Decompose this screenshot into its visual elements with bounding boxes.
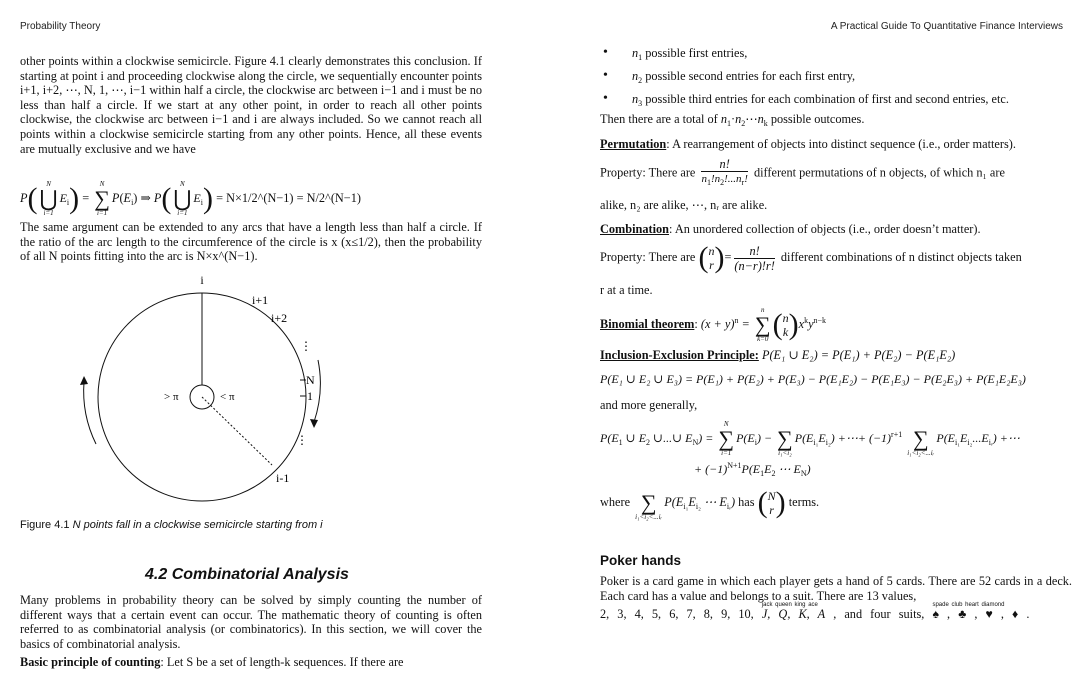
poker-body: [600, 574, 1072, 622]
right-page: [540, 0, 1080, 684]
permutation-prop-end: different permutations of n objects, of which n₁ are: [753, 165, 1005, 180]
label-i-plus-1: i+1: [252, 293, 269, 307]
label-one: 1: [307, 389, 313, 403]
label-i: i: [200, 273, 204, 287]
arrow-head-left: [80, 376, 88, 385]
combination-def: : An unordered collection of objects (i.e., order doesn’t matter).: [669, 222, 981, 236]
incl-excl-two: [600, 348, 955, 363]
incl-excl-three: P(E₁ ∪ E₂ ∪ E₃) = P(E₁) + P(E₂) + P(E₃) − P(E₁E₂) − P(E₁E₃) − P(E₂E₃) + P(E₁E₂E₃): [600, 372, 1026, 386]
permutation-prop-start: Property: There are: [600, 165, 696, 180]
poker-values-line: [600, 602, 1072, 622]
binomial-term: Binomial theorem: [600, 316, 695, 331]
where-clause: where ∑ i₁<i₂<...iᵣ $P(E_{i_1}E_{i_2}$ ⋯ $E_{iᵣ}$) has (N r) terms.: [600, 486, 820, 521]
paragraph-combinatorial-intro: Many problems in probability theory can be solved by simply counting the number of different ways that a certain event can occur. The mathematic theory of counting is often referred to as combinatorial analysis (or combinatorics). In this section, we will cover the basics of combinatorial analysis.: [20, 593, 482, 651]
basic-principle-text: : Let S be a set of length-k sequences. If there are: [160, 655, 404, 670]
face-labels: jack queen king ace: [761, 602, 818, 609]
combination-property-line2: r at a time.: [600, 283, 653, 297]
total-start: Then there are a total of: [600, 112, 718, 126]
paragraph-basic-principle: [20, 655, 482, 670]
total-end: possible outcomes.: [770, 112, 865, 126]
permutation-property: Property: There are $\frac{n!}{n_1!n_2!...n_r!}$ different permutations of n objects, of which n₁ are: [600, 157, 1005, 187]
left-running-header: Probability Theory: [20, 21, 101, 32]
poker-paragraph: Poker is a card game in which each player gets a hand of 5 cards. There are 52 cards in a deck. Each card has a value and belongs to a suit. There are 13 values,: [600, 574, 1072, 603]
permutation-term: Permutation: [600, 137, 667, 151]
list-item: • $n_3$ possible third entries for each combination of first and second entries, etc.: [600, 90, 1070, 113]
section-title: 4.2 Combinatorial Analysis: [145, 566, 349, 583]
more-generally: and more generally,: [600, 398, 698, 412]
suits-wrap: [932, 602, 1030, 622]
permutation-definition: [600, 137, 1016, 152]
suit-labels: spade club heart diamond: [932, 602, 1005, 609]
face-values-wrap: [761, 602, 833, 622]
equation-result: = N×1/2^(N−1) = N/2^(N−1): [216, 190, 361, 205]
left-body-3: [20, 593, 482, 670]
right-running-header: A Practical Guide To Quantitative Finance Interviews: [830, 21, 1063, 32]
incl-excl-formula-1: P(E₁ ∪ E₂) = P(E₁) + P(E₂) − P(E₁E₂): [761, 348, 956, 362]
combination-definition: [600, 222, 981, 237]
bullet-text-3: possible third entries for each combination of first and second entries, etc.: [645, 92, 1009, 106]
bullet-text-2: possible second entries for each first entry,: [645, 69, 856, 83]
left-body: [20, 54, 482, 156]
basic-principle-label: Basic principle of counting: [20, 655, 161, 670]
label-n: N: [306, 373, 315, 387]
binomial-theorem: Binomial theorem: $(x + y)^n$ = n ∑ k=0 (n $k)x^ky^{n-k}$: [600, 306, 827, 343]
counterclockwise-arrow: [84, 382, 96, 444]
suit-symbols: ♠ , ♣ , ♥ , ♦ .: [932, 607, 1030, 622]
incl-excl-general: $P(E_1$ ∪ $E_2$ ∪...∪ $E_N$) = N ∑ i=1 $P(E_i)$ − ∑ i₁<i₂ $P(E_{i_1}E_{i_2})$ +⋯+ $(-1)^{r+1}$ ∑ i₁<i₂<...iᵣ $P(E_{i_1}E_{i_2}...E_{iᵣ})$ +⋯: [600, 420, 1020, 457]
paragraph-arc-argument: other points within a clockwise semicircle. Figure 4.1 clearly demonstrates this conclusion. If starting at point i and proceeding clockwise along the circle, we sequentially encounter points i+1, i+2, ⋯, N, 1, ⋯, i−1 within half a circle, the clockwise arc between i−1 and i must be no less than half a circle. If we start at any other point, in order to reach all other points clockwise, the clockwise arc between i−1 and i are always included. So we cannot reach all points within a clockwise semicircle starting from any other points. Hence, all these events are mutually exclusive and we have: [20, 54, 482, 156]
incl-excl-term: Inclusion-Exclusion Principle:: [600, 348, 759, 362]
label-i-plus-2: i+2: [271, 311, 288, 325]
radius-to-i-minus-1: [202, 397, 272, 465]
right-bullets: [600, 44, 1070, 113]
poker-title: Poker hands: [600, 553, 682, 568]
dots-upper: ⋮: [300, 339, 312, 353]
total-outcomes-line: Then there are a total of $n_1\cdot n_2\cdots n_k$ possible outcomes.: [600, 112, 865, 128]
incl-excl-general-tail: + $(-1)^{N+1}P(E_1E_2$ ⋯ $E_N$): [694, 461, 811, 478]
combination-prop-end: different combinations of n distinct objects taken: [780, 249, 1022, 264]
counting-list: [600, 44, 1070, 113]
face-values: J, Q, K, A: [761, 607, 826, 622]
figure-caption: [20, 519, 323, 531]
clockwise-arrow: [314, 360, 320, 422]
bullet-text-1: possible first entries,: [645, 46, 748, 60]
left-body-2: [20, 220, 482, 264]
poker-number-values: 2, 3, 4, 5, 6, 7, 8, 9, 10,: [600, 607, 754, 622]
figure-caption-text: N points fall in a clockwise semicircle starting from i: [72, 519, 323, 531]
list-item: • $n_2$ possible second entries for each first entry,: [600, 67, 1070, 90]
combination-prop-start: Property: There are: [600, 249, 696, 264]
arrow-head-right: [310, 419, 318, 428]
label-i-minus-1: i-1: [276, 471, 290, 485]
dots-lower: ⋮: [296, 433, 308, 447]
label-less-than-pi: < π: [220, 391, 235, 403]
where-word: where: [600, 494, 631, 509]
paragraph-arc-extension: The same argument can be extended to any arcs that have a length less than half a circle. If the ratio of the arc length to the circumference of the circle is x (x≤1/2), then the probability of all N points fitting into the arc is N×x^(N−1).: [20, 220, 482, 264]
label-greater-than-pi: > π: [164, 391, 179, 403]
combination-property: Property: There are (n r)= $\frac{n!}{(n-r)!r!}$ different combinations of n distinct objects taken: [600, 241, 1022, 274]
and-four-suits: , and four suits,: [833, 607, 925, 622]
terms-word: terms.: [788, 494, 820, 509]
permutation-property-line2: alike, n₂ are alike, ⋯, nᵣ are alike.: [600, 198, 768, 212]
has-word: has: [738, 494, 755, 509]
permutation-def: : A rearrangement of objects into distinct sequence (i.e., order matters).: [666, 137, 1016, 151]
figure-number: Figure 4.1: [20, 519, 70, 531]
mutually-exclusive-equation: P( N ⋃ i=1 $E_i$) = N ∑ i=1 $P(E_i)$ ⇒ P( N ⋃ i=1 $E_i$) = N×1/2^(N−1) = N/2^(N−1): [20, 180, 361, 217]
combination-term: Combination: [600, 222, 670, 236]
semicircle-figure: [60, 272, 360, 512]
list-item: • $n_1$ possible first entries,: [600, 44, 1070, 67]
